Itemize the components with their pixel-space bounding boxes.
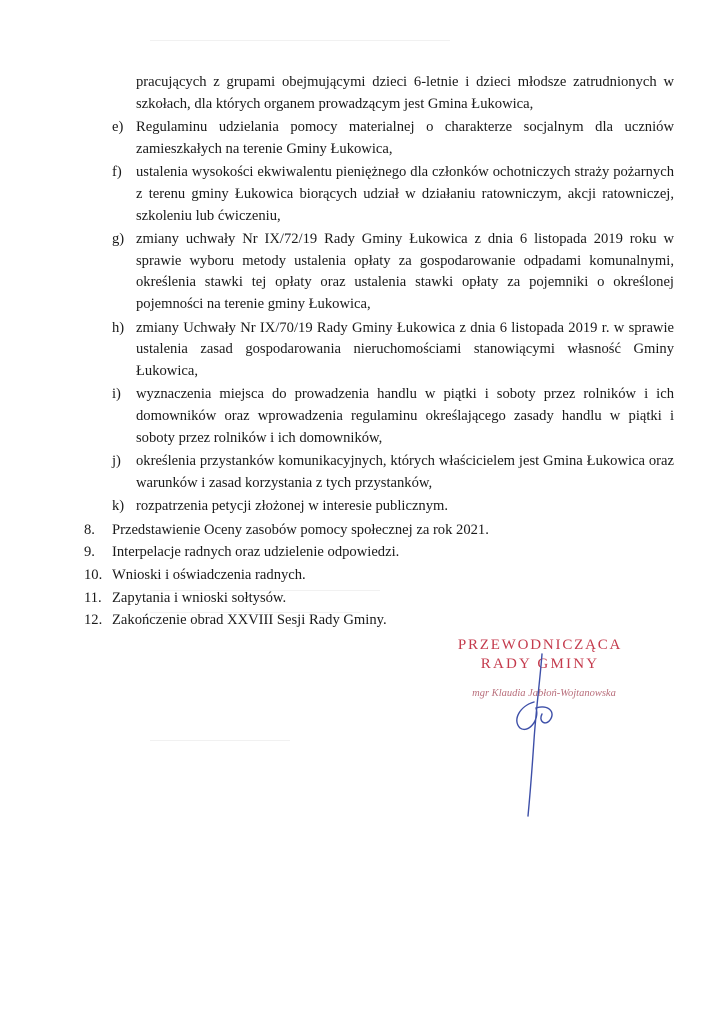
handwritten-signature-icon [490, 650, 570, 820]
numbered-item-label: 12. [84, 612, 103, 629]
numbered-item [84, 588, 674, 610]
sub-item-text: zmiany uchwały Nr IX/72/19 Rady Gminy Łukowica z dnia 6 listopada 2019 roku w sprawie wyboru metody ustalenia opłaty za gospodarowanie odpadami komunalnymi, określenia stawki tej opłaty oraz ustalenia stawki opłaty za pojemniki o określonej pojemności na terenie gminy Łukowica, [136, 231, 674, 312]
sub-item-label: k) [112, 498, 125, 515]
sub-item-text: Regulaminu udzielania pomocy materialnej o charakterze socjalnym dla uczniów zamieszkałych na terenie Gminy Łukowica, [136, 119, 674, 157]
sub-item [84, 384, 674, 449]
sub-item [84, 451, 674, 494]
sub-item-text: zmiany Uchwały Nr IX/70/19 Rady Gminy Łukowica z dnia 6 listopada 2019 r. w sprawie ustalenia zasad gospodarowania nieruchomościami stanowiącymi własność Gminy Łukowica, [136, 319, 674, 379]
numbered-item [84, 610, 674, 632]
numbered-item-text: Zakończenie obrad XXVIII Sesji Rady Gminy. [112, 612, 387, 629]
scan-artifact [150, 740, 290, 741]
sub-item-label: h) [112, 319, 125, 336]
numbered-item [84, 542, 674, 564]
sub-item [84, 117, 674, 160]
sub-item-label: e) [112, 119, 124, 136]
sub-item-label: f) [112, 164, 122, 181]
sub-item [84, 162, 674, 227]
agenda-content [84, 72, 674, 633]
numbered-item-text: Wnioski i oświadczenia radnych. [112, 567, 306, 584]
sub-item-text: rozpatrzenia petycji złożonej w interesie publicznym. [136, 498, 449, 515]
sub-item-label: i) [112, 386, 121, 403]
sub-item-text: ustalenia wysokości ekwiwalentu pieniężnego dla członków ochotniczych straży pożarnych z terenu gminy Łukowica biorących udział w działaniu ratowniczym, akcji ratowniczej, szkoleniu lub ćwiczeniu, [136, 164, 674, 224]
continuation-text: pracujących z grupami obejmującymi dzieci 6-letnie i dzieci młodsze zatrudnionych w szkołach, dla których organem prowadzącym jest Gmina Łukowica, [136, 74, 674, 112]
numbered-item-label: 8. [84, 521, 95, 538]
sub-item-label: j) [112, 453, 121, 470]
numbered-item-list [84, 520, 674, 632]
sub-item-label: g) [112, 231, 125, 248]
numbered-item-label: 10. [84, 567, 103, 584]
sub-item-text: określenia przystanków komunikacyjnych, których właścicielem jest Gmina Łukowica oraz warunków i zasad korzystania z tych przystanków, [136, 453, 674, 491]
sub-item-text: wyznaczenia miejsca do prowadzenia handlu w piątki i soboty przez rolników i ich domowników oraz wprowadzenia regulaminu określającego zasady handlu w piątki i soboty przez rolników i ich domowników, [136, 386, 674, 446]
sub-item [84, 229, 674, 315]
stamp-name: mgr Klaudia Jabłoń-Wojtanowska [472, 688, 616, 699]
numbered-item-label: 11. [84, 589, 102, 606]
numbered-item [84, 520, 674, 542]
numbered-item-text: Interpelacje radnych oraz udzielenie odpowiedzi. [112, 544, 400, 561]
scan-artifact [150, 40, 450, 41]
numbered-item-text: Przedstawienie Oceny zasobów pomocy społecznej za rok 2021. [112, 521, 489, 538]
numbered-item-label: 9. [84, 544, 95, 561]
sub-item [84, 318, 674, 383]
stamp-title: PRZEWODNICZĄCA [457, 637, 623, 653]
sub-item-list [84, 117, 674, 518]
numbered-item [84, 565, 674, 587]
sub-item [84, 496, 674, 518]
stamp-subtitle: RADY GMINY [480, 656, 600, 672]
numbered-item-text: Zapytania i wnioski sołtysów. [112, 589, 287, 606]
